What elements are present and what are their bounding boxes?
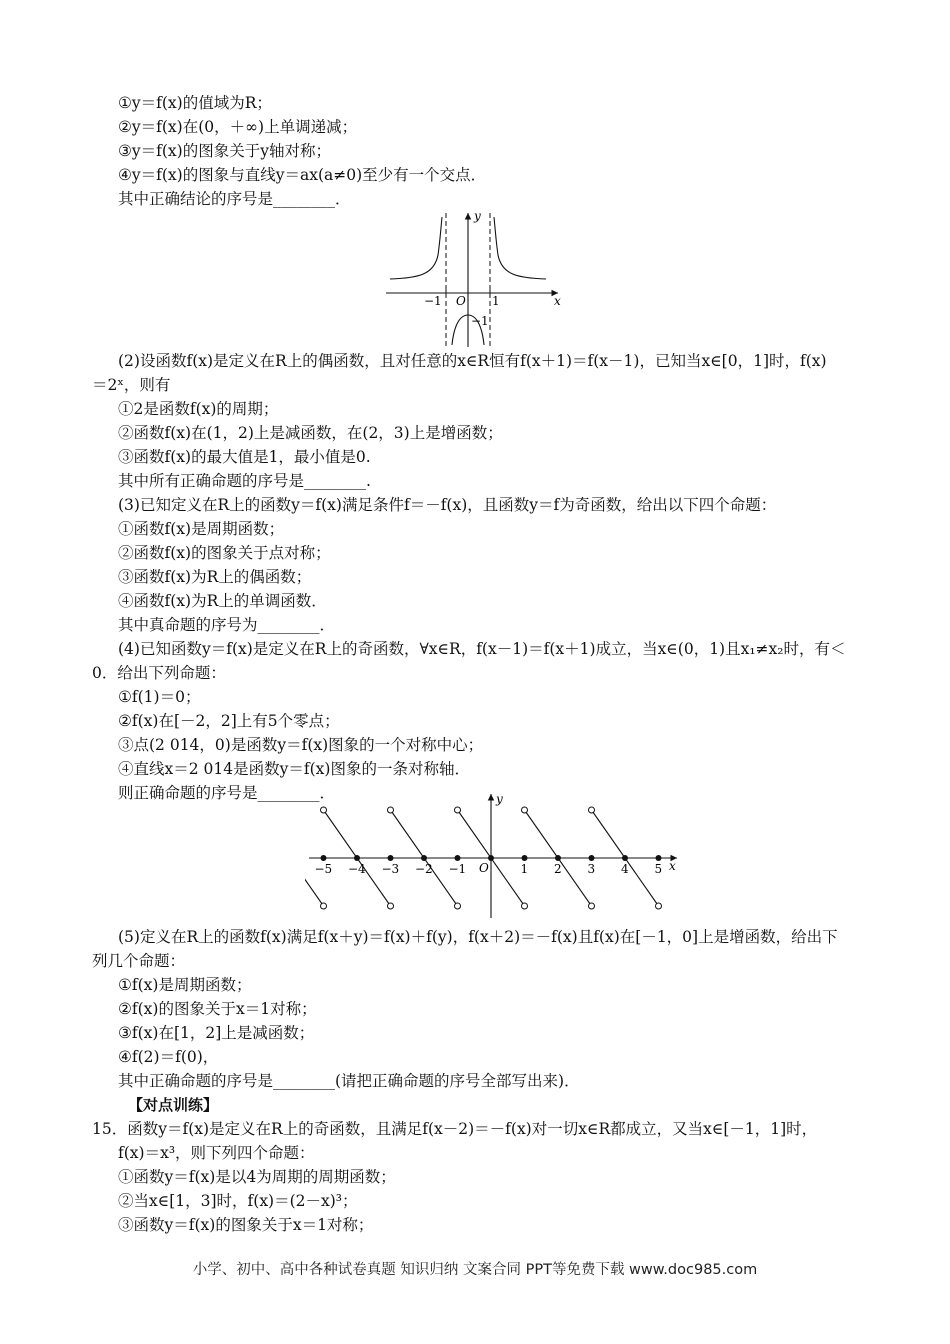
origin-label: O [456, 294, 466, 308]
open-endpoint [656, 903, 662, 909]
filled-point [589, 855, 595, 861]
y-axis-label: y [474, 209, 481, 223]
open-endpoint [388, 903, 394, 909]
page-footer: 小学、初中、高中各种试卷真题 知识归纳 文案合同 PPT等免费下载 www.doc985.com [192, 1262, 758, 1278]
open-endpoint [455, 903, 461, 909]
tick-label: −1 [448, 862, 467, 876]
curve-right-branch [494, 217, 546, 279]
tick-label: −3 [381, 862, 400, 876]
filled-point [622, 855, 628, 861]
q3-line-5: ④函数f(x)为R上的单调函数． [118, 592, 327, 610]
open-endpoint [522, 903, 528, 909]
q2-line-6: 其中所有正确命题的序号是________. [118, 472, 371, 490]
q3-line-4: ③函数f(x)为R上的偶函数； [118, 568, 312, 586]
tick-label: 3 [587, 862, 596, 876]
y-value-label-neg1: −1 [471, 314, 489, 328]
q5-line-7: 其中正确命题的序号是________(请把正确命题的序号全部写出来)． [118, 1072, 580, 1090]
tick-label: 5 [654, 862, 663, 876]
q3-line-1: (3)已知定义在R上的函数y＝f(x)满足条件f＝－f(x)，且函数y＝f为奇函数，给出以下四个命题： [118, 496, 777, 514]
tick-label: 1 [520, 862, 529, 876]
open-endpoint [589, 903, 595, 909]
q5-line-5: ③f(x)在[1，2]上是减函数； [118, 1024, 315, 1042]
section-title: 【对点训练】 [128, 1096, 219, 1114]
q15-line-3: ①函数y＝f(x)是以4为周期的周期函数； [118, 1168, 396, 1186]
filled-point [388, 855, 394, 861]
q4-line-4: ②f(x)在[－2，2]上有5个零点； [118, 712, 340, 730]
q2-line-4: ②函数f(x)在(1，2)上是减函数，在(2，3)上是增函数； [118, 424, 503, 442]
tick-label: −5 [314, 862, 333, 876]
y-axis-label: y [496, 792, 503, 806]
q5-line-2: 列几个命题： [92, 952, 186, 970]
filled-point [421, 855, 427, 861]
q15-line-4: ②当x∈[1，3]时，f(x)＝(2－x)³； [118, 1192, 358, 1210]
q1-item-1: ①y＝f(x)的值域为R； [118, 94, 272, 112]
q5-line-6: ④f(2)＝f(0)， [118, 1048, 219, 1066]
tick-label-neg1: −1 [424, 294, 442, 308]
q15-line-1: 15．函数y＝f(x)是定义在R上的奇函数，且满足f(x－2)＝－f(x)对一切x∈R都成立，又当x∈[－1，1]时， [92, 1120, 818, 1138]
q2-line-1: (2)设函数f(x)是定义在R上的偶函数，且对任意的x∈R恒有f(x＋1)＝f(x－1)，已知当x∈[0，1]时，f(x) [118, 352, 827, 370]
open-endpoint [455, 807, 461, 813]
open-endpoint [589, 807, 595, 813]
curve-left-branch [390, 217, 442, 279]
q4-line-3: ①f(1)＝0； [118, 688, 201, 706]
q5-line-3: ①f(x)是周期函数； [118, 976, 252, 994]
q4-line-2: 0．给出下列命题： [92, 664, 226, 682]
open-endpoint [321, 903, 327, 909]
open-endpoint [321, 807, 327, 813]
filled-point [555, 855, 561, 861]
q3-line-3: ②函数f(x)的图象关于点对称； [118, 544, 331, 562]
q2-line-2: ＝2ˣ，则有 [92, 376, 171, 394]
q4-line-1: (4)已知函数y＝f(x)是定义在R上的奇函数，∀x∈R，f(x－1)＝f(x＋1)成立，当x∈(0，1)且x₁≠x₂时，有＜ [118, 640, 846, 658]
filled-point [656, 855, 662, 861]
x-axis-label: x [669, 859, 676, 873]
filled-point [321, 855, 327, 861]
q15-line-2: f(x)＝x³，则下列四个命题： [118, 1144, 315, 1162]
q4-line-6: ④直线x＝2 014是函数y＝f(x)图象的一条对称轴． [118, 760, 470, 778]
filled-point [522, 855, 528, 861]
filled-point [354, 855, 360, 861]
q15-line-5: ③函数y＝f(x)的图象关于x＝1对称； [118, 1216, 374, 1234]
q3-line-6: 其中真命题的序号为________． [118, 616, 336, 634]
origin-label: O [479, 861, 489, 875]
q1-item-4: ④y＝f(x)的图象与直线y＝ax(a≠0)至少有一个交点． [118, 166, 487, 184]
q2-line-5: ③函数f(x)的最大值是1，最小值是0. [118, 448, 371, 466]
tick-label: 4 [621, 862, 629, 876]
q4-line-7: 则正确命题的序号是________． [118, 784, 336, 802]
q1-item-2: ②y＝f(x)在(0，＋∞)上单调递减； [118, 118, 358, 136]
q5-line-4: ②f(x)的图象关于x＝1对称； [118, 1000, 317, 1018]
x-axis-label: x [554, 294, 561, 308]
open-endpoint [388, 807, 394, 813]
figure-1-graph [380, 205, 570, 347]
tick-label: 2 [554, 862, 562, 876]
filled-point [455, 855, 461, 861]
filled-point [488, 855, 494, 861]
q4-line-5: ③点(2 014，0)是函数y＝f(x)图象的一个对称中心； [118, 736, 484, 754]
figure-2-graph [305, 790, 685, 922]
q2-line-3: ①2是函数f(x)的周期； [118, 400, 279, 418]
q5-line-1: (5)定义在R上的函数f(x)满足f(x＋y)＝f(x)＋f(y)，f(x＋2)＝－f(x)且f(x)在[－1，0]上是增函数，给出下 [118, 928, 838, 946]
q1-answer: 其中正确结论的序号是________． [118, 190, 351, 208]
q1-item-3: ③y＝f(x)的图象关于y轴对称； [118, 142, 331, 160]
q3-line-2: ①函数f(x)是周期函数； [118, 520, 285, 538]
tick-label: −4 [348, 862, 366, 876]
open-endpoint [522, 807, 528, 813]
tick-label: −2 [415, 862, 433, 876]
tick-label-1: 1 [492, 294, 500, 308]
